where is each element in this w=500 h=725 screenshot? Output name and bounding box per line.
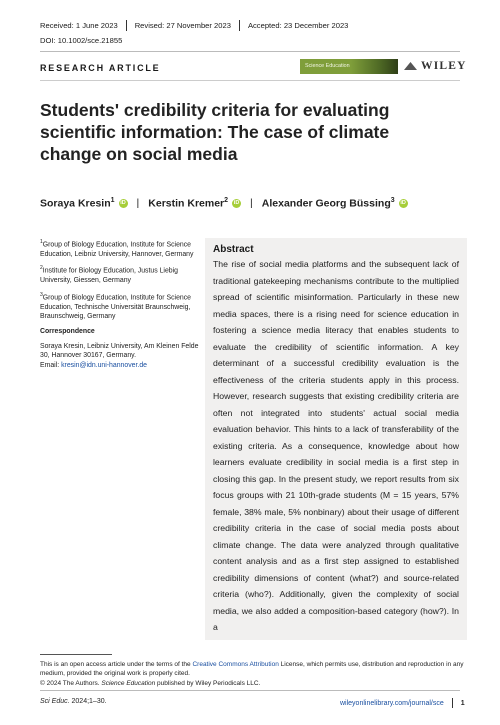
article-title: Students' credibility criteria for evaluating scientific information: The case of climate change on social media bbox=[40, 100, 390, 164]
header-rule-2 bbox=[40, 80, 460, 81]
abstract-box bbox=[205, 238, 467, 640]
article-type: RESEARCH ARTICLE bbox=[40, 63, 161, 73]
affiliation: $^3$Group of Biology Education, Institute for Science Education, Technische Universität Braunschweig, Braunschweig, Germany bbox=[40, 291, 192, 321]
license-text: License, which permits use, distribution and reproduction in any medium, provided the original work is properly cited. bbox=[40, 661, 464, 678]
page-number: 1 bbox=[460, 699, 465, 707]
copyright-journal: Science Education bbox=[101, 679, 156, 687]
affiliation: $^2$Institute for Biology Education, Justus Liebig University, Giessen, Germany bbox=[40, 265, 178, 285]
author-list bbox=[40, 197, 408, 210]
footnote-rule bbox=[40, 654, 112, 655]
footer-separator bbox=[452, 698, 453, 708]
orcid-icon[interactable]: iD bbox=[400, 199, 406, 206]
journal-url-link[interactable]: wileyonlinelibrary.com/journal/sce bbox=[340, 699, 444, 707]
license-link[interactable]: Creative Commons Attribution bbox=[192, 661, 279, 668]
author[interactable]: Kerstin Kremer$^2$ bbox=[148, 197, 229, 210]
correspondence-heading: Correspondence bbox=[40, 328, 95, 336]
wiley-mark-icon bbox=[404, 62, 417, 70]
article-dates bbox=[40, 20, 348, 31]
doi: DOI: 10.1002/sce.21855 bbox=[40, 36, 123, 45]
abstract-heading: Abstract bbox=[213, 244, 254, 255]
footer-rule bbox=[40, 690, 460, 691]
citation-journal: Sci Educ. bbox=[40, 698, 70, 705]
publisher-name: WILEY bbox=[421, 60, 467, 72]
journal-logo-image bbox=[351, 59, 398, 74]
author-separator: | bbox=[250, 197, 253, 210]
revised-date: Revised: 27 November 2023 bbox=[134, 21, 231, 30]
publisher-logo bbox=[404, 60, 467, 72]
email-link[interactable]: kresin@idn.uni-hannover.de bbox=[61, 361, 147, 369]
footer-right bbox=[340, 698, 465, 708]
author[interactable]: Soraya Kresin$^1$ bbox=[40, 197, 115, 210]
copyright-text: © 2024 The Authors. bbox=[40, 679, 102, 687]
abstract-body: The rise of social media platforms and the subsequent lack of traditional gatekeeping mechanisms contribute to the multiplied spread of scientific misinformation. Particularly in these new media spaces, there is a rising need for science education in fostering a science media literacy that enables students to evaluate the credibility of scientific information. A key determinant of a successful credibility evaluation is the effectiveness of the criteria students apply in this process. However, research suggests that existing credibility criteria are often not integrated into students' actual social media evaluation behavior. This hints to a lack of transferability of the existing criteria. As a consequence, knowledge about how learners evaluate credibility in social media is a first step in closing this gap. In the present study, we report results from six focus groups with 21 10th-grade students (M = 15 years, 57% female, 38% male, 5% nonbinary) about their usage of different credibility criteria in the case of social media posts about climate change. The data were analyzed through qualitative content analysis and as a first step assigned to established credibility dimensions of content (what?) and source-related criteria (who?). Additionally, given the complexity of social media, we also added a composition-based category (how?). In a bbox=[213, 259, 459, 632]
received-date: Received: 1 June 2023 bbox=[40, 21, 118, 30]
journal-logo-text: Science Education bbox=[305, 62, 350, 69]
header-rule bbox=[40, 51, 460, 52]
orcid-icon[interactable]: iD bbox=[233, 199, 240, 206]
journal-logo bbox=[300, 59, 398, 74]
citation bbox=[40, 698, 107, 705]
citation-details: 2024;1–30. bbox=[69, 698, 107, 705]
orcid-icon[interactable]: iD bbox=[120, 199, 126, 206]
author[interactable]: Alexander Georg Büssing$^3$ bbox=[261, 197, 395, 210]
correspondence bbox=[40, 342, 200, 371]
affiliations bbox=[40, 238, 200, 370]
accepted-date: Accepted: 23 December 2023 bbox=[247, 21, 349, 30]
date-separator bbox=[239, 20, 240, 31]
date-separator bbox=[126, 20, 127, 31]
license-footnote bbox=[40, 660, 465, 688]
author-separator: | bbox=[136, 197, 140, 210]
email-label: Email: bbox=[40, 361, 60, 369]
affiliation: $^1$Group of Biology Education, Institute for Science Education, Leibniz University, Hannover, Germany bbox=[40, 239, 194, 258]
license-text: This is an open access article under the terms of the bbox=[40, 661, 193, 668]
correspondence-address: Soraya Kresin, Leibniz University, Am Kleinen Felde 30, Hannover 30167, Germany. bbox=[40, 342, 199, 360]
copyright-text: published by Wiley Periodicals LLC. bbox=[155, 679, 261, 687]
